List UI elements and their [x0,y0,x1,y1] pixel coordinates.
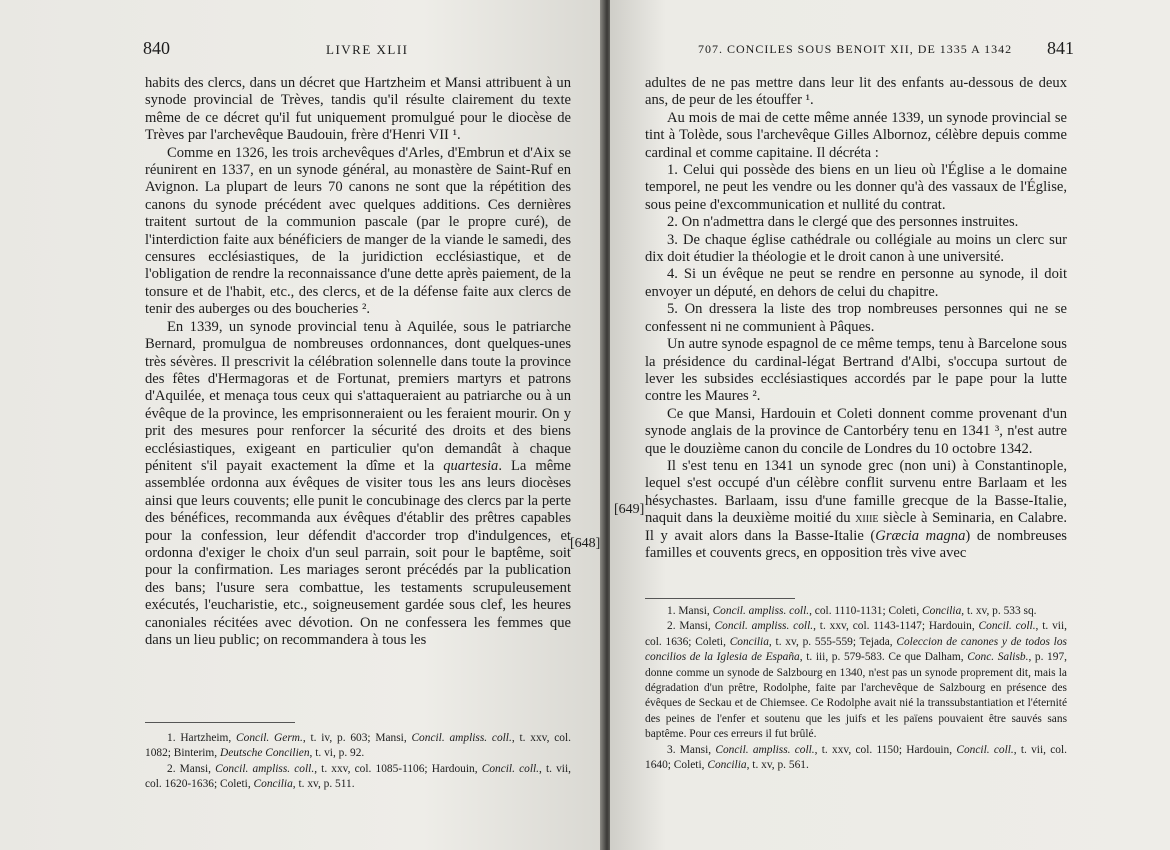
decree-item: 5. On dressera la liste des trop nombreuses personnes qui ne se confessent ni ne communient à Pâques. [645,301,1067,335]
running-head: 707. CONCILES SOUS BENOIT XII, DE 1335 A 1342 [698,42,1013,56]
paragraph: habits des clercs, dans un décret que Hartzheim et Mansi attribuent à un synode provincial de Trèves, tandis qu'il résulte clairement du texte même de ce décret qu'il fut uniquement promulgué pour le diocèse de Trèves par l'archevêque Baudouin, frère d'Henri VII ¹. [145,75,571,144]
main-text [145,75,571,649]
main-text [645,75,1067,562]
paragraph: Au mois de mai de cette même année 1339, un synode provincial se tint à Tolède, sous l'archevêque Gilles Albornoz, célèbre depuis comme cardinal et comme capitaine. Il décréta : [645,109,1067,161]
decree-item: 2. On n'admettra dans le clergé que des personnes instruites. [667,214,1019,231]
footnote: 3. Mansi, Concil. ampliss. coll., t. xxv, col. 1150; Hardouin, Concil. coll., t. vii, col. 1640; Coleti, Concilia, t. xv, p. 561. [645,743,1067,772]
footnote: 1. Mansi, Concil. ampliss. coll., col. 1110-1131; Coleti, Concilia, t. xv, p. 533 sq. [667,605,1037,617]
footnote-rule [145,722,295,723]
paragraph: Un autre synode espagnol de ce même temps, tenu à Barcelone sous la présidence du cardinal-légat Bertrand d'Albi, s'occupa surtout de lever les subsides ecclésiastiques accordés par le pape pour la lutte contre les Maures ². [645,336,1067,405]
running-head: LIVRE XLII [326,42,409,57]
paragraph: Ce que Mansi, Hardouin et Coleti donnent comme provenant d'un synode anglais de la province de Cantorbéry tenu en 1341 ³, n'est autre que le douzième canon du concile de Londres du 10 octobre 1342. [645,405,1067,457]
footnote: 1. Hartzheim, Concil. Germ., t. iv, p. 603; Mansi, Concil. ampliss. coll., t. xxv, col. 1082; Binterim, Deutsche Concilien, t. vi, p. 92. [145,732,571,760]
footnote-rule [645,598,795,599]
decree-item: 4. Si un évêque ne peut se rendre en personne au synode, il doit envoyer un député, en dehors de celui du chapitre. [645,266,1067,300]
paragraph: Il s'est tenu en 1341 un synode grec (non uni) à Constantinople, lequel s'est occupé d'un célèbre conflit survenu entre Barlaam et les hésychastes. Barlaam, issu d'une famille grecque de la Basse-Italie, naquit dans la deuxième moitié du xiiie siècle à Seminaria, en Calabre. Il y avait alors dans la Basse-Italie (Græcia magna) de nombreuses familles et couvents grecs, en opposition très vive avec [645,457,1067,561]
page-number: 841 [1047,38,1074,58]
right-page [610,0,1170,850]
decree-item: 1. Celui qui possède des biens en un lieu où l'Église a le domaine temporel, ne peut les vendre ou les donner qu'à des vassaux de l'Église, sous peine d'excommunication et nullité du contrat. [645,162,1067,213]
margin-marker: [649] [614,502,645,517]
footnote: 2. Mansi, Concil. ampliss. coll., t. xxv, col. 1143-1147; Hardouin, Concil. coll., t. vii, col. 1636; Coleti, Concilia, t. xv, p. 555-559; Tejada, Coleccion de canones y de todos los concilios de la Iglesia de España, t. iii, p. 579-583. Ce que Dalham, Conc. Salisb., p. 197, donne comme un synode de Salzbourg en 1340, n'est pas un synode proprement dit, mais la dégradation d'un prêtre, Rodolphe, faite par l'archevêque de Salzbourg en présence des évêques de Seckau et de Chiemsee. Ce Rodolphe avait nié la transsubstantiation et l'éternité des peines de l'enfer et soutenu que les juifs et les païens pouvaient être sauvés sans baptême. Pour ces erreurs il fut brûlé. [645,620,1067,741]
margin-marker: [648] [570,536,601,551]
decree-list [645,162,1067,336]
paragraph: Comme en 1326, les trois archevêques d'Arles, d'Embrun et d'Aix se réunirent en 1337, en un synode général, au monastère de Saint-Ruf en Avignon. La plupart de leurs 70 canons ne sont que la répétition des canons du synode précédent avec quelques additions. Ces dernières traitent surtout de la communion pascale (par le propre curé), de l'interdiction faite aux bénéficiers de manger de la viande le samedi, des censures ecclésiastiques, de la juridiction ecclésiastique, et de l'obligation de rendre la reconnaissance d'une dette après paiement, de la tonsure et de l'habit, etc., des clercs, et de la défense faite aux clercs de tenir des auberges ou des boucheries ². [145,144,571,318]
decree-item: 3. De chaque église cathédrale ou collégiale au moins un clerc sur dix doit étudier la théologie et le droit canon à une université. [645,231,1067,266]
page-number: 840 [143,38,170,58]
footnote: 2. Mansi, Concil. ampliss. coll., t. xxv, col. 1085-1106; Hardouin, Concil. coll., t. vii, col. 1620-1636; Coleti, Concilia, t. xv, p. 511. [145,762,571,791]
footnotes [645,604,1067,773]
footnotes [145,731,571,793]
paragraph: En 1339, un synode provincial tenu à Aquilée, sous le patriarche Bernard, promulgua de nombreuses ordonnances, dont quelques-unes très sévères. Il prescrivit la célébration solennelle dans toute la province des fêtes d'Hermagoras et de Fortunat, premiers martyrs et patrons d'Aquilée, et menaça tous ceux qui s'attaqueraient au patriarche ou à un évêque de la province, les emprisonneraient ou les feraient mourir. On y prit des mesures pour renforcer la sécurité des droits et des biens ecclésiastiques, exigeant en particulier qu'on demandât à chaque pénitent s'il payait exactement la dîme et la quartesia. La même assemblée ordonna aux évêques de visiter tous les ans leurs diocèses ainsi que leurs couvents; elle punit le concubinage des clercs par la perte des bénéfices, recommanda aux évêques d'établir des prêtres capables pour la confession, leur défendit d'accorder trop d'indulgences, et ordonna d'exiger le choix d'un seul parrain, soit pour le baptême, soit pour la confirmation. Les mariages seront précédés par la publication des bans; l'usure sera combattue, les testaments scrupuleusement exécutés, l'eucharistie, etc., soigneusement gardée sous clef, les heures canoniales récitées avec dévotion. On ne confessera les femmes que dans un lieu public; on recommandera à tous les [145,318,571,648]
paragraph: adultes de ne pas mettre dans leur lit des enfants au-dessous de deux ans, de peur de les étouffer ¹. [645,75,1067,109]
